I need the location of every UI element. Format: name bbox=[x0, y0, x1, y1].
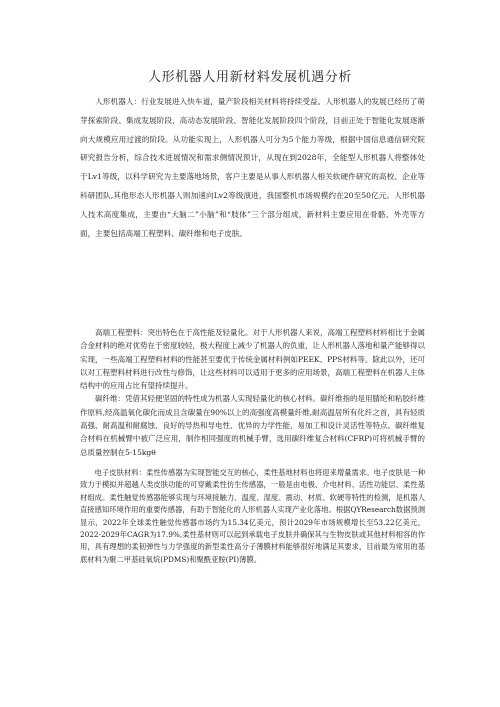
section-electronic-skin bbox=[80, 467, 425, 566]
document-title: 人形机器人用新材料发展机遇分析 bbox=[147, 70, 352, 85]
paragraph-engineering-plastics: 高端工程塑料：突出特色在于高性能及轻量化。对于人形机器人来说，高端工程塑料材料相比于金属合金材料的绝对优势在于密度较轻，极大程度上减少了机器人的负重，让人形机器人落地和量产能够得以实现，一些高端工程塑料材料的性能甚至要优于传统金属材料例如PEEK、PPS材料等。除此以外，还可以对工程塑料材料进行改性与修饰，让这些材料可以适用于更多的应用场景，高端工程塑料在机器人主体结构中的应用占比有望持续提升。 bbox=[80, 328, 425, 391]
section-intro bbox=[80, 93, 425, 243]
paragraph-humanoid-robot: 人形机器人：行业发展进入快车道，量产阶段相关材料将持续受益。人形机器人的发展已经历了萌芽探索阶段、集成发展阶段、高动态发展阶段、智能化发展阶段四个阶段，目前正处于智能化发展逐渐向大规模应用过渡的阶段。从功能实现上，人形机器人可分为5个能力等级，根据中国信息通信研究院研究报告分析，综合技术进展情况和需求侧情况预计，从现在到2028年，全能型人形机器人将整体处于Lv1等级，以科学研究为主要落地场景，客户主要是从事人形机器人相关软硬件研究的高校、企业等科研团队,其他形态人形机器人则加速向Lv2等级演进，我国整机市场规模约在20至50亿元。人形机器人技术高度集成，主要由“大脑二”小脑”和“肢体”三个部分组成，新材料主要应用在骨骼、外壳等方面，主要包括高端工程塑料、碳纤维和电子皮肤。 bbox=[80, 97, 425, 238]
paragraph-electronic-skin: 电子皮肤材料：柔性传感器为实现智能交互的核心，柔性基地材料也将迎来增量需求。电子皮肤是一种致力于模拟并超越人类皮肤功能的可穿戴柔性仿生传感器，一般是由电极、介电材料、活性功能层、柔性基材组成。柔性触觉传感器能够实现与环境接触力、温度、湿度、震动、材质、软硬等特性的检测，是机器人直接感知环境作用的重要传感器，有助于智能化的人形机器人实现产业化落地。根据QYResearch数据预测显示，2022年全球柔性触觉传感器市场约为15.34亿美元，预计2029年市场规模增长至53.22亿美元，2022-2029年CAGR为17.9%,柔性基材则可以起到承载电子皮肤并确保其与生物皮肤或其他材料相容的作用，具有理想的柔韧弹性与力学强度的新型柔性高分子薄膜材料能够很好地满足其要求，目前最为常用的基底材料为聚二甲基硅氧烷(PDMS)和聚酰亚胺(PI)薄膜。 bbox=[80, 468, 425, 564]
paragraph-carbon-fiber: 碳纤维：凭借其轻便坚固的特性成为机器人实现轻量化的核心材料。碳纤维指的是用腈纶和粘胶纤维作原料,经高温氧化碳化而成且含碳量在90%以上的高强度高模量纤维,耐高温居所有化纤之首，具有轻质高强、耐高温和耐腐蚀、良好的导热和导电性、优异的力学性能、易加工和设计灵活性等特点。碳纤维复合材料在机械臂中被广泛应用，制作相同强度的机械手臂，选用碳纤维复合材料(CFRP)可将机械手臂的总质量控制在5-15kgθ bbox=[80, 394, 425, 457]
section-plastics-carbon bbox=[80, 326, 425, 459]
